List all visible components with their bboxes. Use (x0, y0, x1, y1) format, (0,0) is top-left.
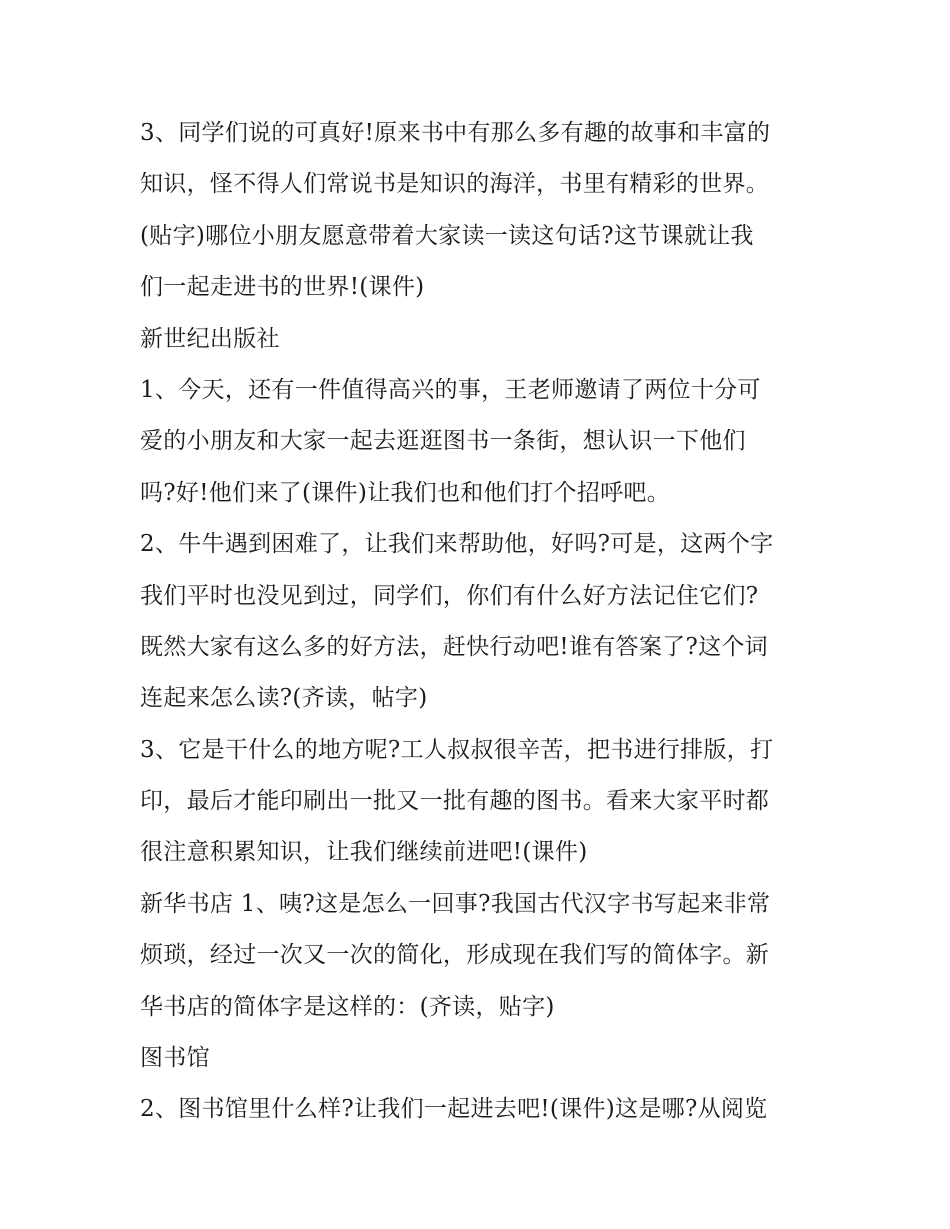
section-heading: 新世纪出版社 (140, 325, 280, 352)
text-line: 我们平时也没见到过，同学们，你们有什么好方法记住它们? (140, 582, 759, 609)
text-line: 知识，怪不得人们常说书是知识的海洋，书里有精彩的世界。 (140, 171, 770, 198)
text-line: 连起来怎么读?(齐读，帖字) (140, 685, 428, 712)
text-line: 2、图书馆里什么样?让我们一起进去吧!(课件)这是哪?从阅览 (140, 1096, 768, 1123)
text-line: 3、同学们说的可真好!原来书中有那么多有趣的故事和丰富的 (140, 120, 771, 146)
document-body (140, 108, 820, 1136)
text-line: 既然大家有这么多的好方法，赶快行动吧!谁有答案了?这个词 (140, 633, 768, 660)
text-line: 3、它是干什么的地方呢?工人叔叔很辛苦，把书进行排版，打 (140, 736, 774, 763)
text-line: (贴字)哪位小朋友愿意带着大家读一读这句话?这节课就让我 (140, 222, 754, 249)
section-heading: 图书馆 (140, 1045, 210, 1072)
text-line: 2、牛牛遇到困难了，让我们来帮助他，好吗?可是，这两个字 (140, 531, 774, 558)
text-line: 很注意积累知识，让我们继续前进吧!(课件) (140, 839, 588, 866)
text-line: 烦琐，经过一次又一次的简化，形成现在我们写的简体字。新 (140, 942, 770, 969)
text-line: 吗?好!他们来了(课件)让我们也和他们打个招呼吧。 (140, 479, 671, 506)
text-line: 新华书店 1、咦?这是怎么一回事?我国古代汉字书写起来非常 (140, 890, 771, 917)
text-line: 印，最后才能印刷出一批又一批有趣的图书。看来大家平时都 (140, 788, 770, 815)
text-line: 爱的小朋友和大家一起去逛逛图书一条街，想认识一下他们 (140, 428, 746, 455)
text-line: 华书店的简体字是这样的：(齐读，贴字) (140, 993, 555, 1020)
text-line: 们一起走进书的世界!(课件) (140, 274, 425, 301)
text-line: 1、今天，还有一件值得高兴的事，王老师邀请了两位十分可 (140, 376, 761, 403)
